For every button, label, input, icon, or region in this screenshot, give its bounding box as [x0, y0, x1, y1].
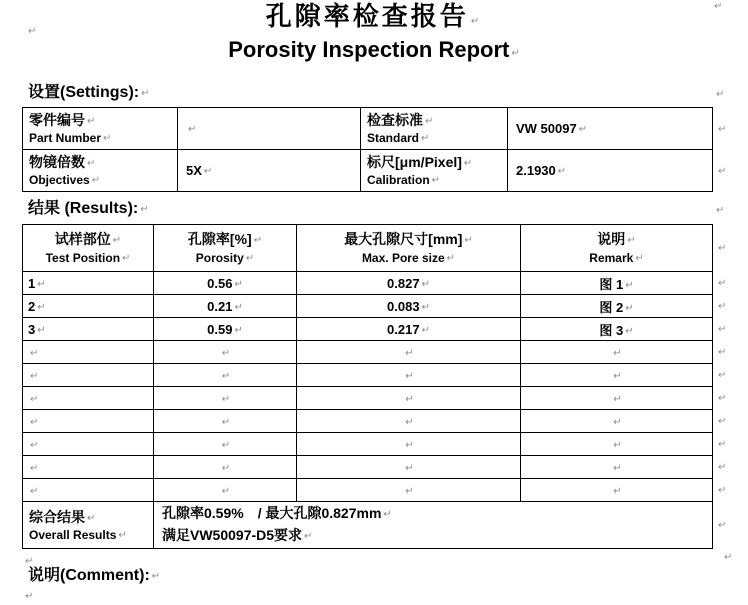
table-cell: [297, 410, 521, 433]
pilcrow-mark: ↵: [234, 301, 243, 313]
pilcrow-mark: ↵: [30, 416, 39, 428]
calibration-label-cn: 标尺[μm/Pixel]: [367, 154, 462, 170]
cell-value: 3: [28, 321, 36, 337]
table-cell: [154, 341, 297, 364]
cell-value: 图 2: [599, 299, 624, 315]
table-cell: [154, 456, 297, 479]
row-end-mark-cell: [713, 318, 737, 341]
pilcrow-mark: ↵: [28, 26, 37, 37]
pilcrow-mark: ↵: [718, 347, 727, 358]
pilcrow-mark: ↵: [511, 48, 520, 59]
pilcrow-mark: ↵: [87, 116, 96, 127]
standard-value-cell: [508, 108, 713, 150]
table-cell: [154, 318, 297, 341]
col-header-cn: 孔隙率[%]: [187, 230, 252, 247]
table-cell: [521, 341, 713, 364]
pilcrow-mark: ↵: [25, 556, 34, 567]
col-header-porosity: [154, 225, 297, 272]
pilcrow-mark: ↵: [30, 370, 39, 382]
col-header-remark: [521, 225, 713, 272]
pilcrow-mark: ↵: [613, 370, 622, 382]
pilcrow-mark: ↵: [188, 124, 197, 135]
blank-line: [25, 587, 748, 602]
part-number-label-cell: [23, 108, 178, 150]
pilcrow-mark: ↵: [37, 324, 46, 336]
pilcrow-mark: ↵: [625, 279, 634, 291]
results-heading-line: [28, 199, 748, 220]
standard-label-en: Standard: [367, 131, 420, 145]
pilcrow-mark: ↵: [30, 462, 39, 474]
pilcrow-mark: ↵: [421, 278, 430, 290]
results-empty-row: [23, 341, 737, 364]
pilcrow-mark: ↵: [425, 116, 434, 127]
row-end-mark-cell: [713, 295, 737, 318]
pilcrow-mark: ↵: [613, 416, 622, 428]
pilcrow-mark: ↵: [103, 133, 112, 144]
comment-heading: 说明(Comment):: [28, 567, 150, 584]
col-header-en: Remark: [589, 250, 634, 265]
blank-line: [25, 552, 748, 565]
table-cell: [521, 456, 713, 479]
table-cell: [23, 318, 154, 341]
table-cell: [297, 479, 521, 502]
pilcrow-mark: ↵: [221, 485, 231, 497]
pilcrow-mark: ↵: [557, 166, 567, 177]
pilcrow-mark: ↵: [613, 462, 622, 474]
table-row: [23, 108, 737, 150]
pilcrow-mark: ↵: [234, 278, 243, 290]
pilcrow-mark: ↵: [718, 278, 727, 289]
pilcrow-mark: ↵: [464, 234, 473, 246]
table-cell: [521, 364, 713, 387]
pilcrow-mark: ↵: [151, 571, 161, 582]
results-empty-row: [23, 387, 737, 410]
pilcrow-mark: ↵: [112, 234, 122, 246]
results-heading: 结果 (Results):: [28, 200, 139, 217]
table-row: [23, 150, 737, 192]
table-cell: [154, 410, 297, 433]
table-cell: [23, 364, 154, 387]
pilcrow-mark: ↵: [140, 204, 149, 215]
objectives-label-en: Objectives: [29, 173, 90, 187]
objectives-label-cell: [23, 150, 178, 192]
row-end-mark-cell: [713, 502, 737, 549]
pilcrow-mark: ↵: [221, 393, 231, 405]
results-empty-row: [23, 364, 737, 387]
pilcrow-mark: ↵: [30, 393, 39, 405]
pilcrow-mark: ↵: [405, 370, 414, 382]
row-end-mark-cell: [713, 387, 737, 410]
row-end-mark-cell: [713, 272, 737, 295]
table-cell: [297, 272, 521, 295]
pilcrow-mark: ↵: [613, 393, 622, 405]
results-body-rows: [23, 272, 737, 502]
col-header-test-position: [23, 225, 154, 272]
table-cell: [297, 433, 521, 456]
pilcrow-mark: ↵: [221, 439, 231, 451]
calibration-label-en: Calibration: [367, 173, 430, 187]
pilcrow-mark: ↵: [245, 252, 255, 264]
table-cell: [154, 387, 297, 410]
pilcrow-mark: ↵: [221, 347, 231, 359]
overall-results-line2: 满足VW50097-D5要求: [162, 527, 303, 543]
standard-value: VW 50097: [516, 121, 577, 136]
overall-label-en: Overall Results: [29, 527, 117, 542]
table-cell: [154, 272, 297, 295]
pilcrow-mark: ↵: [718, 416, 727, 427]
table-cell: [23, 433, 154, 456]
standard-label-cell: [361, 108, 508, 150]
pilcrow-mark: ↵: [716, 89, 725, 100]
pilcrow-mark: ↵: [405, 347, 414, 359]
pilcrow-mark: ↵: [37, 301, 46, 313]
pilcrow-mark: ↵: [716, 205, 725, 216]
cell-value: 0.217: [387, 321, 420, 337]
table-cell: [297, 318, 521, 341]
row-end-mark-cell: [713, 433, 737, 456]
table-cell: [23, 456, 154, 479]
objectives-label-cn: 物镜倍数: [29, 154, 85, 170]
cell-value: 图 3: [599, 322, 624, 338]
row-end-mark-cell: [713, 225, 737, 272]
table-cell: [521, 272, 713, 295]
pilcrow-mark: ↵: [625, 302, 634, 314]
pilcrow-mark: ↵: [446, 252, 456, 264]
pilcrow-mark: ↵: [714, 1, 723, 12]
objectives-value: 5X: [186, 163, 202, 178]
pilcrow-mark: ↵: [118, 529, 127, 541]
pilcrow-mark: ↵: [724, 552, 733, 563]
table-cell: [521, 410, 713, 433]
settings-table: [22, 107, 737, 192]
table-cell: [154, 295, 297, 318]
pilcrow-mark: ↵: [613, 347, 622, 359]
table-cell: [23, 341, 154, 364]
objectives-value-cell: [178, 150, 361, 192]
pilcrow-mark: ↵: [253, 234, 263, 246]
pilcrow-mark: ↵: [718, 439, 727, 450]
pilcrow-mark: ↵: [383, 509, 392, 520]
table-cell: [154, 433, 297, 456]
table-cell: [297, 387, 521, 410]
settings-heading: 设置(Settings):: [28, 84, 140, 101]
table-cell: [521, 433, 713, 456]
pilcrow-mark: ↵: [87, 158, 96, 169]
pilcrow-mark: ↵: [718, 393, 727, 404]
results-overall-body: [23, 502, 737, 549]
standard-label-cn: 检查标准: [367, 112, 423, 128]
overall-results-value-cell: [154, 502, 713, 549]
cell-value: 0.56: [207, 275, 233, 291]
cell-value: 1: [28, 275, 36, 291]
pilcrow-mark: ↵: [405, 416, 414, 428]
table-cell: [297, 341, 521, 364]
part-number-label-en: Part Number: [29, 131, 102, 145]
row-end-mark-cell: [713, 150, 737, 192]
table-cell: [521, 295, 713, 318]
cell-value: 0.083: [387, 298, 420, 314]
pilcrow-mark: ↵: [470, 16, 483, 27]
pilcrow-mark: ↵: [304, 531, 313, 542]
pilcrow-mark: ↵: [431, 175, 441, 186]
row-end-mark-cell: [713, 341, 737, 364]
results-table: [22, 224, 737, 549]
cell-value: 0.21: [207, 298, 233, 314]
table-cell: [23, 272, 154, 295]
title-block: [0, 0, 748, 67]
results-data-row: [23, 318, 737, 341]
table-cell: [521, 318, 713, 341]
pilcrow-mark: ↵: [578, 124, 588, 135]
row-end-mark-cell: [713, 108, 737, 150]
pilcrow-mark: ↵: [718, 301, 727, 312]
table-cell: [521, 479, 713, 502]
col-header-max-pore-size: [297, 225, 521, 272]
table-cell: [23, 387, 154, 410]
pilcrow-mark: ↵: [718, 370, 727, 381]
pilcrow-mark: ↵: [463, 158, 473, 169]
pilcrow-mark: ↵: [91, 175, 101, 186]
pilcrow-mark: ↵: [221, 416, 231, 428]
part-number-label-cn: 零件编号: [29, 112, 85, 128]
results-data-row: [23, 272, 737, 295]
table-cell: [297, 364, 521, 387]
table-cell: [23, 410, 154, 433]
col-header-en: Max. Pore size: [361, 250, 445, 265]
cell-value: 2: [28, 298, 36, 314]
table-cell: [297, 456, 521, 479]
results-empty-row: [23, 456, 737, 479]
pilcrow-mark: ↵: [613, 439, 622, 451]
part-number-value-cell: [178, 108, 361, 150]
overall-label-cn: 综合结果: [29, 508, 85, 525]
overall-results-label-cell: [23, 502, 154, 549]
cell-value: 0.59: [207, 321, 233, 337]
page-title-en: Porosity Inspection Report: [228, 37, 510, 62]
table-cell: [23, 479, 154, 502]
results-empty-row: [23, 433, 737, 456]
pilcrow-mark: ↵: [30, 485, 39, 497]
overall-results-line1: 孔隙率0.59% / 最大孔隙0.827mm: [162, 505, 382, 521]
pilcrow-mark: ↵: [421, 324, 430, 336]
page-title-cn: 孔隙率检查报告: [265, 1, 469, 31]
calibration-label-cell: [361, 150, 508, 192]
col-header-en: Test Position: [45, 250, 121, 265]
pilcrow-mark: ↵: [421, 133, 430, 144]
row-end-mark-cell: [713, 456, 737, 479]
pilcrow-mark: ↵: [221, 370, 231, 382]
pilcrow-mark: ↵: [203, 166, 213, 177]
calibration-value: 2.1930: [516, 163, 556, 178]
pilcrow-mark: ↵: [718, 520, 727, 531]
pilcrow-mark: ↵: [405, 462, 414, 474]
calibration-value-cell: [508, 150, 713, 192]
pilcrow-mark: ↵: [37, 278, 46, 290]
pilcrow-mark: ↵: [30, 347, 39, 359]
col-header-en: Porosity: [195, 250, 244, 265]
table-cell: [521, 387, 713, 410]
row-end-mark-cell: [713, 410, 737, 433]
pilcrow-mark: ↵: [405, 485, 414, 497]
page-title-en-line: [0, 36, 748, 67]
col-header-cn: 试样部位: [54, 230, 111, 247]
pilcrow-mark: ↵: [718, 243, 727, 254]
comment-heading-line: [28, 566, 748, 587]
pilcrow-mark: ↵: [221, 462, 231, 474]
row-end-mark-cell: [713, 364, 737, 387]
pilcrow-mark: ↵: [234, 324, 243, 336]
pilcrow-mark: ↵: [405, 393, 414, 405]
cell-value: 图 1: [599, 276, 624, 292]
col-header-cn: 说明: [597, 230, 626, 247]
pilcrow-mark: ↵: [718, 123, 727, 135]
row-end-mark-cell: [713, 479, 737, 502]
pilcrow-mark: ↵: [718, 485, 727, 496]
pilcrow-mark: ↵: [635, 252, 644, 264]
pilcrow-mark: ↵: [613, 485, 622, 497]
results-empty-row: [23, 479, 737, 502]
table-cell: [154, 364, 297, 387]
pilcrow-mark: ↵: [25, 591, 34, 602]
pilcrow-mark: ↵: [87, 512, 96, 524]
pilcrow-mark: ↵: [718, 324, 727, 335]
pilcrow-mark: ↵: [421, 301, 430, 313]
settings-heading-line: [28, 83, 748, 104]
cell-value: 0.827: [387, 275, 420, 291]
pilcrow-mark: ↵: [122, 252, 131, 264]
table-cell: [297, 295, 521, 318]
pilcrow-mark: ↵: [625, 325, 634, 337]
pilcrow-mark: ↵: [30, 439, 39, 451]
pilcrow-mark: ↵: [718, 165, 727, 177]
pilcrow-mark: ↵: [718, 462, 727, 473]
results-header-row: [23, 225, 737, 272]
table-cell: [23, 295, 154, 318]
pilcrow-mark: ↵: [405, 439, 414, 451]
col-header-cn: 最大孔隙尺寸[mm]: [344, 230, 463, 247]
results-empty-row: [23, 410, 737, 433]
pilcrow-mark: ↵: [141, 88, 150, 99]
page-title-cn-line: [0, 2, 748, 36]
table-cell: [154, 479, 297, 502]
results-data-row: [23, 295, 737, 318]
overall-results-row: [23, 502, 737, 549]
pilcrow-mark: ↵: [627, 234, 636, 246]
